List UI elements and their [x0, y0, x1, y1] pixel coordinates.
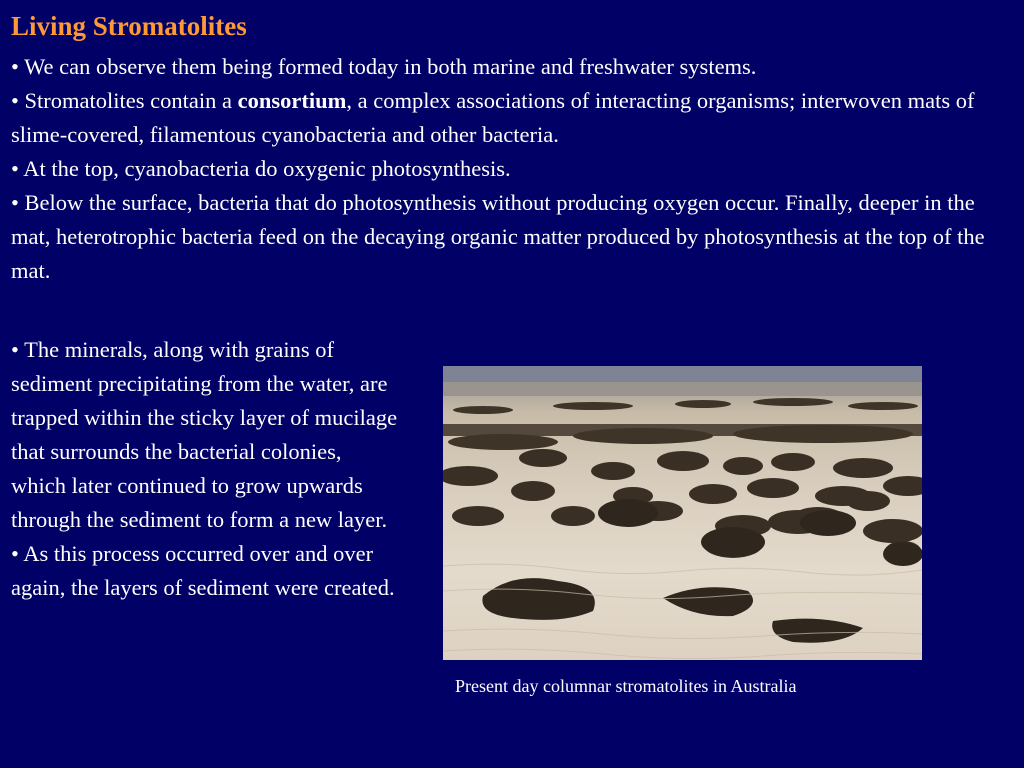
bullet-minerals: • The minerals, along with grains of sediment precipitating from the water, are trapped within the sticky layer of mucilage that surrounds the bacterial colonies, which later continued to grow upwards through the sediment to form a new layer.	[11, 337, 398, 532]
slide-title: Living Stromatolites	[11, 11, 247, 41]
consortium-term: consortium	[237, 88, 347, 113]
left-bullet-list	[11, 333, 401, 605]
bullet-oxygenic-photosynthesis: • At the top, cyanobacteria do oxygenic photosynthesis.	[11, 156, 511, 181]
photo-caption: Present day columnar stromatolites in Australia	[455, 676, 797, 696]
stromatolites-photo	[443, 366, 922, 660]
top-bullet-list	[11, 50, 1011, 288]
bullet-below-surface: • Below the surface, bacteria that do photosynthesis without producing oxygen occur. Finally, deeper in the mat, heterotrophic bacteria feed on the decaying organic matter produced by photosynthesis at the top of the mat.	[11, 190, 985, 283]
bullet-consortium	[11, 84, 1011, 152]
bullet-consortium-prefix: • Stromatolites contain a	[11, 88, 238, 113]
bullet-marine-freshwater: • We can observe them being formed today in both marine and freshwater systems.	[11, 54, 757, 79]
bullet-consortium-suffix: , a complex associations of interacting organisms; interwoven mats of slime-covered, filamentous cyanobacteria and other bacteria.	[11, 88, 975, 147]
bullet-layers: • As this process occurred over and over again, the layers of sediment were created.	[11, 541, 395, 600]
